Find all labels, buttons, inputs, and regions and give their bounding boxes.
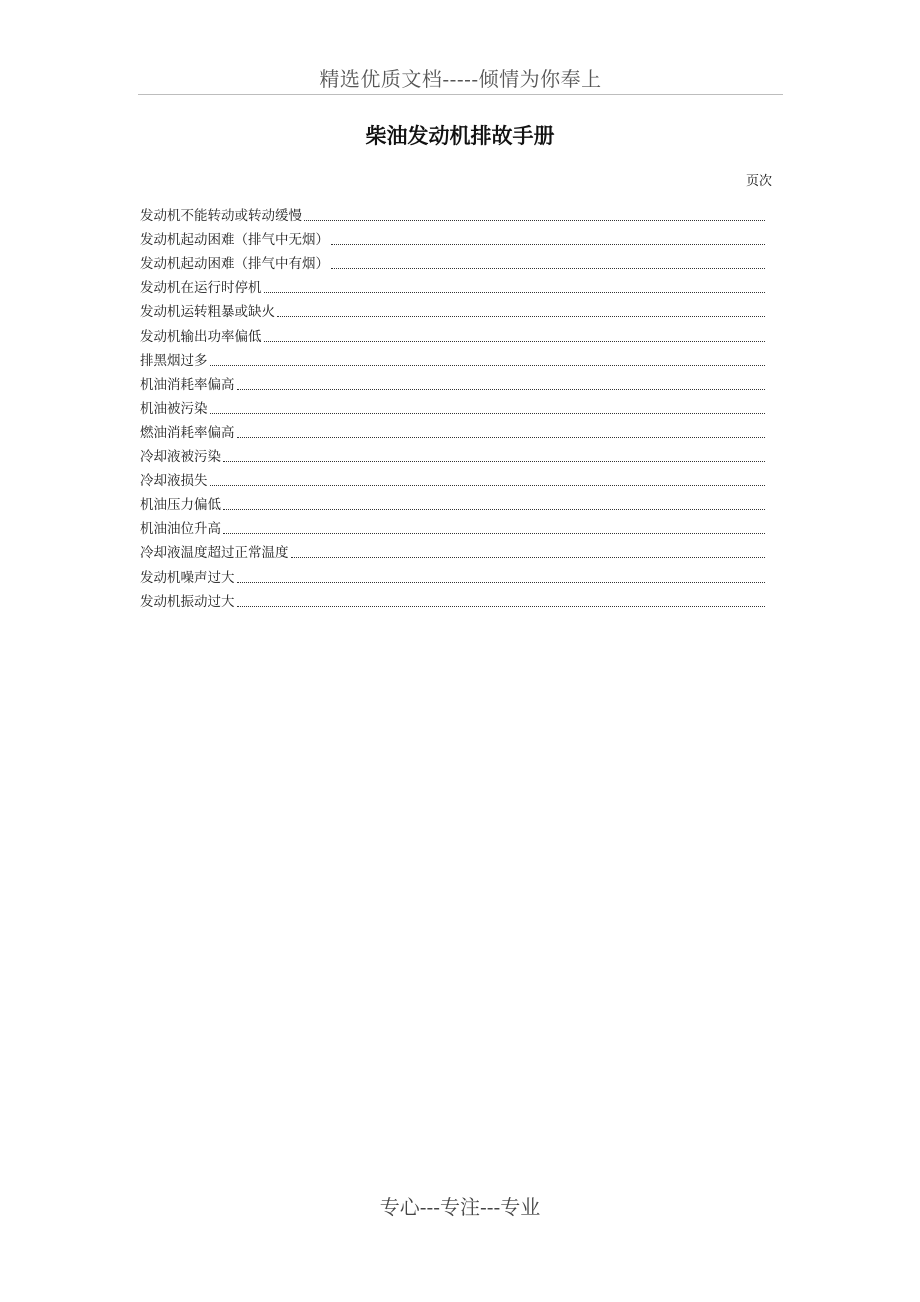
toc-entry-text: 机油油位升高 xyxy=(140,521,221,538)
toc-entry-text: 发动机输出功率偏低 xyxy=(140,328,262,345)
toc-entry[interactable] xyxy=(140,539,765,563)
toc-entry[interactable] xyxy=(140,588,765,612)
toc-entry-text: 发动机噪声过大 xyxy=(140,569,235,586)
toc-entry[interactable] xyxy=(140,395,765,419)
toc-entry[interactable] xyxy=(140,371,765,395)
toc-entry-text: 发动机不能转动或转动缓慢 xyxy=(140,208,302,225)
dot-leader xyxy=(223,533,765,534)
toc-entry-text: 发动机运转粗暴或缺火 xyxy=(140,304,275,321)
dot-leader xyxy=(223,509,765,510)
table-of-contents xyxy=(140,202,765,612)
toc-entry[interactable] xyxy=(140,467,765,491)
header-text: 精选优质文档-----倾情为你奉上 xyxy=(319,67,602,91)
page-footer: 专心---专注---专业 xyxy=(379,1195,541,1219)
dot-leader xyxy=(331,244,765,245)
toc-entry[interactable] xyxy=(140,419,765,443)
page-column-label: 页次 xyxy=(745,174,772,189)
dot-leader xyxy=(210,485,766,486)
toc-entry[interactable] xyxy=(140,491,765,515)
toc-entry[interactable] xyxy=(140,563,765,587)
toc-entry[interactable] xyxy=(140,322,765,346)
toc-entry-text: 发动机振动过大 xyxy=(140,593,235,610)
document-title: 柴油发动机排故手册 xyxy=(365,124,555,148)
dot-leader xyxy=(331,268,765,269)
toc-entry[interactable] xyxy=(140,347,765,371)
toc-entry-text: 排黑烟过多 xyxy=(140,352,208,369)
toc-entry[interactable] xyxy=(140,274,765,298)
toc-entry-text: 燃油消耗率偏高 xyxy=(140,424,235,441)
toc-entry-text: 发动机在运行时停机 xyxy=(140,280,262,297)
toc-entry-text: 发动机起动困难（排气中无烟） xyxy=(140,232,329,249)
toc-entry[interactable] xyxy=(140,443,765,467)
dot-leader xyxy=(210,413,766,414)
toc-entry-text: 冷却液温度超过正常温度 xyxy=(140,545,289,562)
toc-entry[interactable] xyxy=(140,515,765,539)
dot-leader xyxy=(264,341,766,342)
toc-entry-text: 机油压力偏低 xyxy=(140,497,221,514)
dot-leader xyxy=(304,220,765,221)
dot-leader xyxy=(291,557,766,558)
toc-entry[interactable] xyxy=(140,298,765,322)
toc-entry-text: 机油消耗率偏高 xyxy=(140,376,235,393)
toc-entry[interactable] xyxy=(140,226,765,250)
toc-entry-text: 冷却液被污染 xyxy=(140,449,221,466)
dot-leader xyxy=(237,437,766,438)
toc-entry-text: 发动机起动困难（排气中有烟） xyxy=(140,256,329,273)
dot-leader xyxy=(237,389,766,390)
dot-leader xyxy=(264,292,766,293)
dot-leader xyxy=(237,606,766,607)
dot-leader xyxy=(277,316,765,317)
dot-leader xyxy=(237,582,766,583)
toc-entry-text: 机油被污染 xyxy=(140,400,208,417)
dot-leader xyxy=(210,365,766,366)
toc-entry-text: 冷却液损失 xyxy=(140,473,208,490)
dot-leader xyxy=(223,461,765,462)
toc-entry[interactable] xyxy=(140,250,765,274)
page-header xyxy=(138,64,783,95)
toc-entry[interactable] xyxy=(140,202,765,226)
